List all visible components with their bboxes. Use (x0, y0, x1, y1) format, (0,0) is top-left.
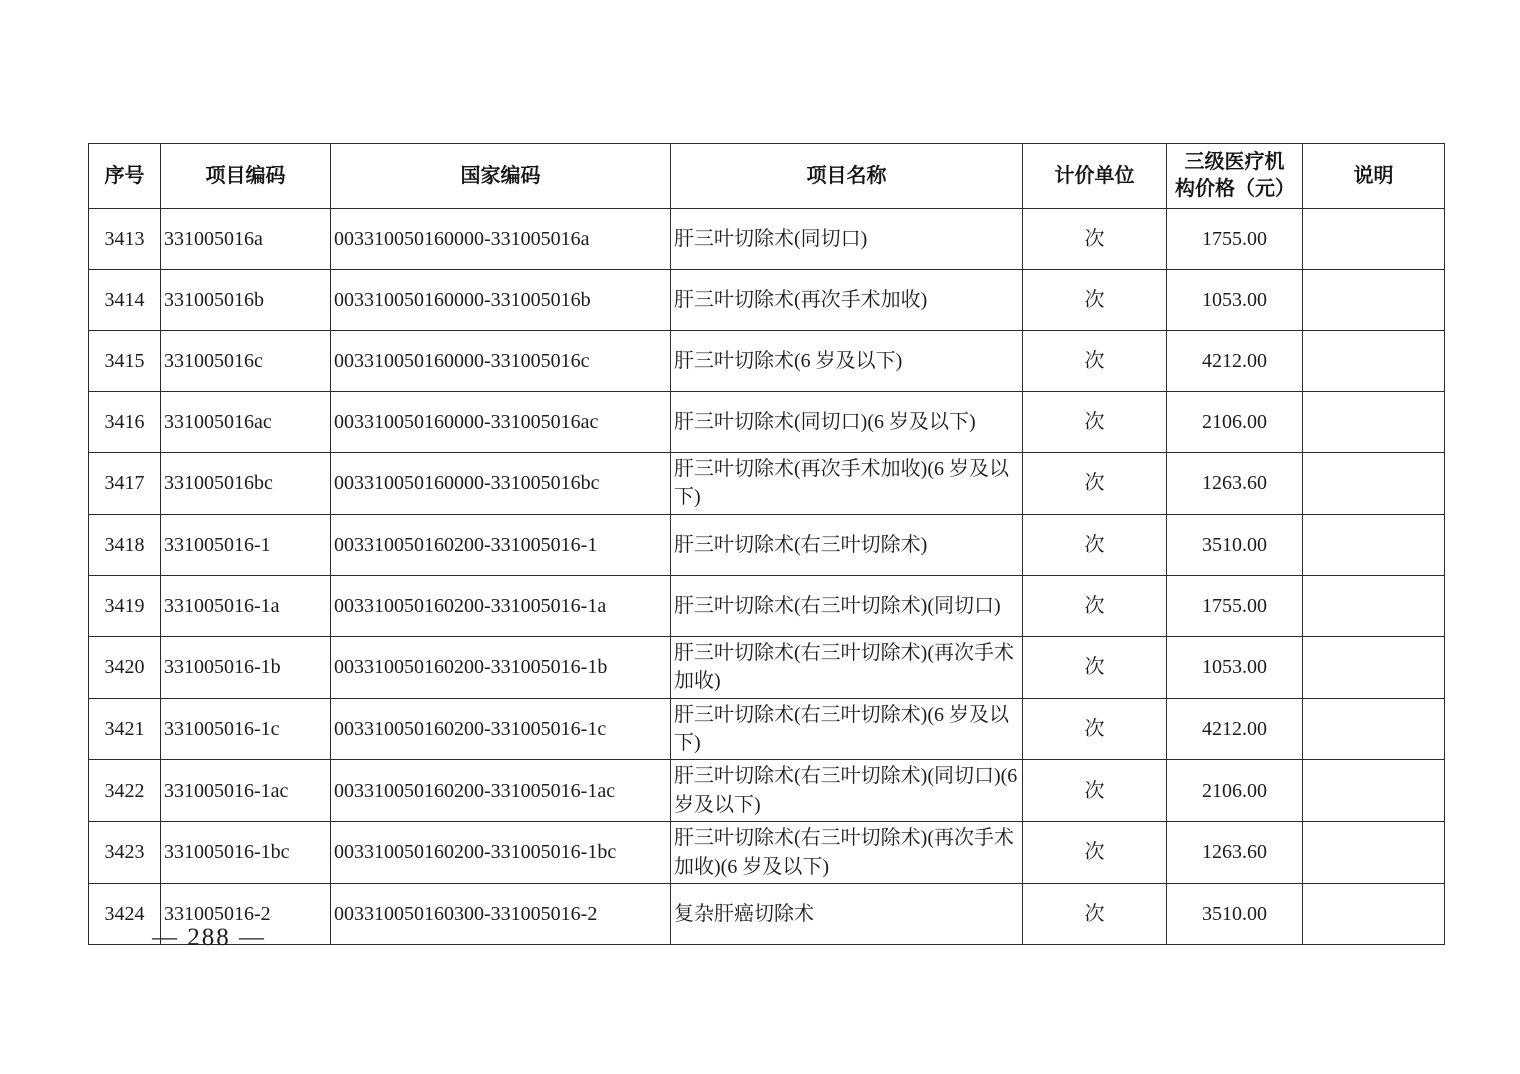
row-item-name: 肝三叶切除术(再次手术加收)(6 岁及以下) (671, 453, 1023, 515)
row-price: 3510.00 (1167, 883, 1303, 944)
col-header-note: 说明 (1303, 144, 1445, 209)
col-header-price: 三级医疗机构价格（元） (1167, 144, 1303, 209)
row-seq: 3414 (89, 270, 161, 331)
row-seq: 3415 (89, 331, 161, 392)
row-unit: 次 (1023, 636, 1167, 698)
row-price: 1755.00 (1167, 209, 1303, 270)
row-item-name: 肝三叶切除术(右三叶切除术)(同切口) (671, 575, 1023, 636)
row-unit: 次 (1023, 453, 1167, 515)
price-table-body (89, 209, 1445, 945)
row-national-code: 003310050160000-331005016b (331, 270, 671, 331)
row-seq: 3417 (89, 453, 161, 515)
row-national-code: 003310050160200-331005016-1ac (331, 760, 671, 822)
row-national-code: 003310050160000-331005016a (331, 209, 671, 270)
row-seq: 3424 (89, 883, 161, 944)
row-project-code: 331005016-1 (161, 514, 331, 575)
row-unit: 次 (1023, 698, 1167, 760)
table-row (89, 392, 1445, 453)
row-note (1303, 760, 1445, 822)
row-seq: 3423 (89, 822, 161, 884)
price-table (88, 143, 1445, 945)
row-project-code: 331005016-1bc (161, 822, 331, 884)
row-national-code: 003310050160200-331005016-1b (331, 636, 671, 698)
table-row (89, 331, 1445, 392)
table-row (89, 822, 1445, 884)
row-note (1303, 698, 1445, 760)
row-project-code: 331005016b (161, 270, 331, 331)
row-price: 4212.00 (1167, 331, 1303, 392)
row-item-name: 肝三叶切除术(同切口)(6 岁及以下) (671, 392, 1023, 453)
header-row (89, 144, 1445, 209)
row-item-name: 肝三叶切除术(6 岁及以下) (671, 331, 1023, 392)
row-unit: 次 (1023, 209, 1167, 270)
price-table-head (89, 144, 1445, 209)
row-price: 3510.00 (1167, 514, 1303, 575)
row-project-code: 331005016-1c (161, 698, 331, 760)
col-header-seq: 序号 (89, 144, 161, 209)
table-row (89, 453, 1445, 515)
row-national-code: 003310050160000-331005016c (331, 331, 671, 392)
row-unit: 次 (1023, 331, 1167, 392)
row-note (1303, 575, 1445, 636)
row-seq: 3419 (89, 575, 161, 636)
row-seq: 3413 (89, 209, 161, 270)
row-price: 1053.00 (1167, 270, 1303, 331)
row-note (1303, 636, 1445, 698)
row-item-name: 肝三叶切除术(同切口) (671, 209, 1023, 270)
row-unit: 次 (1023, 760, 1167, 822)
row-price: 1755.00 (1167, 575, 1303, 636)
row-note (1303, 209, 1445, 270)
table-row (89, 270, 1445, 331)
row-price: 4212.00 (1167, 698, 1303, 760)
row-seq: 3422 (89, 760, 161, 822)
row-project-code: 331005016bc (161, 453, 331, 515)
row-note (1303, 514, 1445, 575)
price-table-container (88, 143, 1444, 945)
col-header-item-name: 项目名称 (671, 144, 1023, 209)
col-header-unit: 计价单位 (1023, 144, 1167, 209)
row-project-code: 331005016-1ac (161, 760, 331, 822)
row-item-name: 肝三叶切除术(右三叶切除术)(同切口)(6 岁及以下) (671, 760, 1023, 822)
table-row (89, 575, 1445, 636)
row-national-code: 003310050160200-331005016-1 (331, 514, 671, 575)
row-project-code: 331005016ac (161, 392, 331, 453)
row-seq: 3421 (89, 698, 161, 760)
row-national-code: 003310050160000-331005016ac (331, 392, 671, 453)
row-item-name: 肝三叶切除术(右三叶切除术)(再次手术加收) (671, 636, 1023, 698)
row-item-name: 复杂肝癌切除术 (671, 883, 1023, 944)
row-national-code: 003310050160200-331005016-1a (331, 575, 671, 636)
row-unit: 次 (1023, 392, 1167, 453)
row-note (1303, 270, 1445, 331)
row-price: 1263.60 (1167, 822, 1303, 884)
row-seq: 3420 (89, 636, 161, 698)
row-price: 1053.00 (1167, 636, 1303, 698)
page-number: — 288 — (152, 924, 266, 951)
row-note (1303, 822, 1445, 884)
row-national-code: 003310050160200-331005016-1bc (331, 822, 671, 884)
row-price: 2106.00 (1167, 760, 1303, 822)
row-note (1303, 331, 1445, 392)
row-national-code: 003310050160000-331005016bc (331, 453, 671, 515)
table-row (89, 636, 1445, 698)
row-price: 1263.60 (1167, 453, 1303, 515)
row-unit: 次 (1023, 822, 1167, 884)
row-national-code: 003310050160200-331005016-1c (331, 698, 671, 760)
row-national-code: 003310050160300-331005016-2 (331, 883, 671, 944)
row-item-name: 肝三叶切除术(再次手术加收) (671, 270, 1023, 331)
table-row (89, 883, 1445, 944)
row-note (1303, 883, 1445, 944)
row-project-code: 331005016-1a (161, 575, 331, 636)
table-row (89, 209, 1445, 270)
row-seq: 3416 (89, 392, 161, 453)
row-unit: 次 (1023, 575, 1167, 636)
row-unit: 次 (1023, 270, 1167, 331)
row-item-name: 肝三叶切除术(右三叶切除术)(6 岁及以下) (671, 698, 1023, 760)
row-seq: 3418 (89, 514, 161, 575)
row-note (1303, 453, 1445, 515)
table-row (89, 698, 1445, 760)
row-project-code: 331005016c (161, 331, 331, 392)
table-row (89, 760, 1445, 822)
row-price: 2106.00 (1167, 392, 1303, 453)
row-project-code: 331005016-2 (161, 883, 331, 944)
table-row (89, 514, 1445, 575)
row-unit: 次 (1023, 883, 1167, 944)
row-note (1303, 392, 1445, 453)
row-project-code: 331005016-1b (161, 636, 331, 698)
col-header-project-code: 项目编码 (161, 144, 331, 209)
col-header-national-code: 国家编码 (331, 144, 671, 209)
row-item-name: 肝三叶切除术(右三叶切除术)(再次手术加收)(6 岁及以下) (671, 822, 1023, 884)
row-unit: 次 (1023, 514, 1167, 575)
row-item-name: 肝三叶切除术(右三叶切除术) (671, 514, 1023, 575)
row-project-code: 331005016a (161, 209, 331, 270)
